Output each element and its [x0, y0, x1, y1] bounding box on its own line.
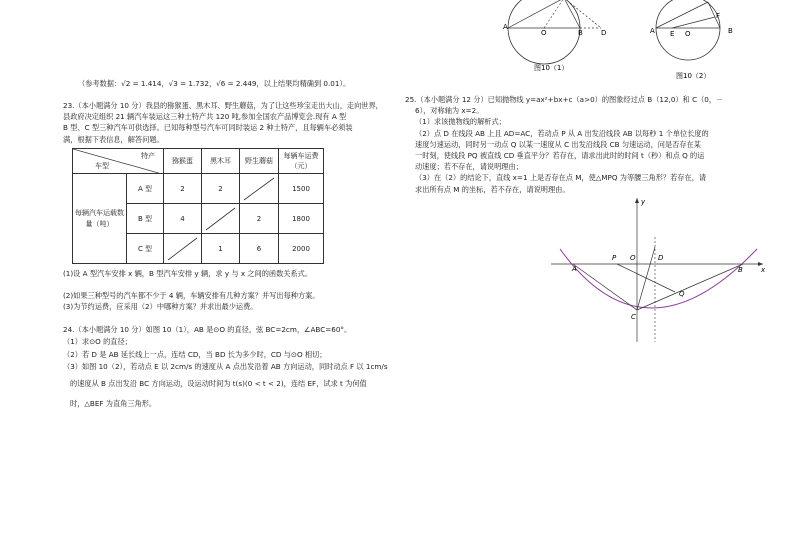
- segment-ac: [573, 264, 637, 310]
- row-group-label: 每辆汽车运载数量（吨）: [73, 174, 127, 264]
- header-cell: 每辆车运费（元）: [279, 149, 324, 174]
- q25-line: 6），对称轴为 x=2。: [415, 106, 484, 116]
- q23-part3: (3)为节约运费，应采用（2）中哪种方案？并求出最少运费。: [63, 302, 258, 311]
- fig10-1-label-a: A: [503, 23, 508, 31]
- fig10-2-label-f: F: [716, 12, 721, 20]
- row-type: A 型: [127, 174, 164, 204]
- q25-line: 速度匀速运动，同时另一动点 Q 以某一速度从 C 出发沿线段 CB 匀速运动，问是否存在某: [415, 139, 701, 149]
- row-type: B 型: [127, 204, 164, 234]
- fig10-1-caption: 图10（1）: [534, 64, 569, 72]
- table-cell: 6: [240, 234, 279, 264]
- q25-line: （3）在（2）的结论下，直线 x=1 上是否存在点 M，使△MPQ 为等腰三角形？若存在，请: [415, 173, 707, 183]
- table-cell: 1: [202, 234, 240, 264]
- q23-line: 23.（本小题满分 10 分）我县的猕猴蛋、黑木耳、野生蘑菇，为了让这些珍宝走出大山，走向世界，: [63, 101, 383, 110]
- table-cell: 2: [202, 174, 240, 204]
- q23-line: B 型、C 型三种汽车可供选择。已知每种型号汽车可同时装运 2 种土特产，且每辆车必须装: [63, 123, 353, 133]
- q24-line: （3）如图 10（2），若动点 E 以 2cm/s 的速度从 A 点出发沿着 AB 方向运动，同时动点 F 以 1cm/s: [63, 362, 388, 371]
- question-23-stem: [63, 100, 398, 145]
- q24-line: （2）若 D 是 AB 延长线上一点，连结 CD，当 BD 长为多少时，CD 与⊙O 相切；: [63, 350, 327, 359]
- label-c: C: [631, 313, 636, 321]
- label-q: Q: [679, 290, 685, 298]
- q23-part1: (1)设 A 型汽车安排 x 辆，B 型汽车安排 y 辆，求 y 与 x 之间的函数关系式。: [63, 269, 313, 278]
- fig10-2-caption: 图10（2）: [676, 72, 711, 80]
- q25-line: 25.（本小题满分 12 分）已知抛物线 y=ax²+bx+c（a>0）的图象经过点 B（12,0）和 C（0，－: [405, 95, 724, 104]
- label-a: A: [572, 265, 577, 273]
- y-axis-arrow-icon: [635, 198, 639, 203]
- q23-line: 满，根据下表信息，解答问题。: [63, 134, 164, 144]
- label-o: O: [630, 254, 636, 262]
- label-x: x: [761, 266, 766, 274]
- table-cell: 2: [164, 174, 202, 204]
- specialty-table: [72, 148, 324, 264]
- slash-cell: [164, 234, 202, 264]
- segment-cb: [637, 264, 743, 310]
- label-y: y: [641, 198, 646, 206]
- table-cell: 2000: [279, 234, 324, 264]
- fig10-1-label-b: B: [578, 29, 583, 37]
- q24-line: 24.（本小题满分 10 分）如图 10（1），AB 是⊙O 的直径，弦 BC=2cm，∠ABC=60°。: [63, 325, 352, 334]
- q24-line: 时，△BEF 为直角三角形。: [70, 399, 157, 408]
- table-cell: 4: [164, 204, 202, 234]
- q24-line: 的速度从 B 点出发沿 BC 方向运动，设运动时间为 t(s)(0 < t < 2)，连结 EF，试求 t 为何值: [70, 379, 367, 388]
- label-d: D: [658, 254, 664, 262]
- fig10-2-label-a: A: [650, 27, 655, 35]
- q23-part2: (2)如果三种型号的汽车都不少于 4 辆，车辆安排有几种方案？并写出每种方案。: [63, 291, 320, 300]
- label-p: P: [612, 254, 617, 262]
- q24-line: （1）求⊙O 的直径；: [63, 337, 132, 346]
- corner-bottom: 车型: [95, 162, 109, 170]
- q25-line: 求出所有点 M 的坐标，若不存在，请说明理由。: [415, 184, 570, 194]
- q25-line: （2）点 D 在线段 AB 上且 AD=AC，若动点 P 从 A 出发沿线段 AB 以每秒 1 个单位长度的: [415, 128, 709, 138]
- fig10-1-label-o: O: [541, 29, 547, 37]
- table-corner: [73, 149, 164, 174]
- parabola-figure: [545, 192, 775, 352]
- figure-10-1: [500, 0, 620, 75]
- header-cell: 野生蘑菇: [240, 149, 279, 174]
- reference-data: （参考数据：√2 = 1.414，√3 = 1.732，√6 = 2.449，以上结果均精确到 0.01）。: [78, 79, 351, 88]
- fig10-2-label-e: E: [670, 30, 675, 38]
- fig10-1-label-d: D: [601, 29, 607, 37]
- question-25-stem: [405, 94, 785, 195]
- row-type: C 型: [127, 234, 164, 264]
- fig10-2-label-o: O: [685, 30, 691, 38]
- q25-line: （1）求该抛物线的解析式；: [415, 117, 506, 127]
- figure-10-2: [648, 0, 743, 82]
- q25-line: 一时刻，使线段 PQ 被直线 CD 垂直平分？若存在，请求出此时的时间 t（秒）和点 Q 的运: [415, 151, 705, 161]
- q23-line: 县政府决定组织 21 辆汽车装运这三种土特产共 120 吨,参加全国农产品博览会.现有 A 型: [63, 112, 347, 122]
- slash-cell: [240, 174, 279, 204]
- fig10-2-label-b: B: [728, 27, 733, 35]
- segment-pq: [617, 264, 675, 292]
- table-cell: 1500: [279, 174, 324, 204]
- table-cell: 1800: [279, 204, 324, 234]
- line-cd: [637, 247, 655, 310]
- header-cell: 猕猴蛋: [164, 149, 202, 174]
- corner-top: 特产: [141, 152, 155, 160]
- table-cell: 2: [240, 204, 279, 234]
- q25-line: 动速度；若不存在，请说明理由；: [415, 162, 523, 172]
- header-cell: 黑木耳: [202, 149, 240, 174]
- label-b: B: [738, 266, 743, 274]
- slash-cell: [202, 204, 240, 234]
